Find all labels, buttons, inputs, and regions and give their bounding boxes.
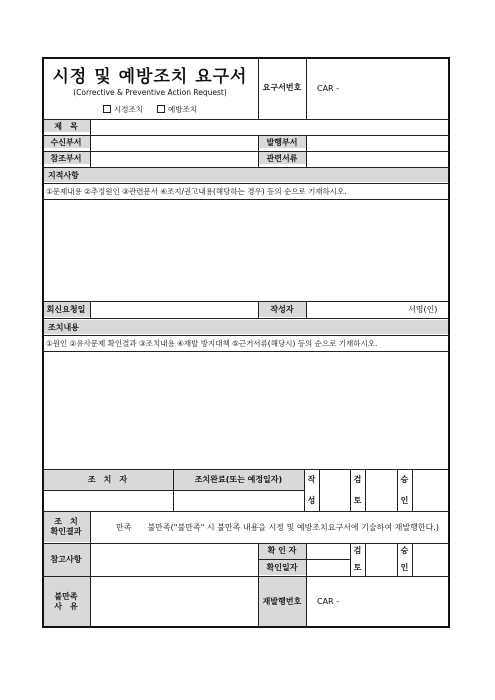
corrective-label: 시정조치 [114,105,143,114]
action-hint: ①원인 ②유사문제 확인결과 ③조치내용 ④재발 방지대책 ⑤근거서류(해당시) 등의 순으로 기재하시오. [46,339,378,348]
findings-label: 지적사항 [48,170,79,180]
form-subtitle: (Corrective & Preventive Action Request) [73,88,227,97]
action-header-bg [42,320,450,334]
approve-review-bottom: 토 [353,495,362,505]
car-form [42,57,450,627]
result-text: 만족 불만족("불만족" 시 불만족 내용을 시정 및 예방조치요구서에 기술하여 재발행한다.) [116,522,439,532]
result-label-line2: 확인결과 [50,527,82,536]
notes-label: 참고사항 [50,554,82,564]
confirm-date-label: 확인일자 [266,562,298,572]
form-title: 시정 및 예방조치 요구서 [52,67,248,87]
confirm-approver-top: 승 [400,546,409,555]
action-area[interactable] [44,352,448,469]
related-docs-label: 관련서류 [266,154,298,163]
reason-label-line2: 사 유 [54,601,78,611]
issue-dept-label: 발행부서 [266,138,298,147]
reason-label-line1: 불만족 [54,591,78,601]
checkbox-icon [157,105,165,113]
reason-label [42,576,90,627]
confirmer-label: 확 인 자 [267,546,297,555]
ref-dept-label: 참조부서 [50,154,82,163]
action-type-checks [42,104,258,115]
approve-author-top: 작 [307,474,316,484]
preventive-label: 예방조치 [168,105,197,114]
signature-text: 서명(인) [408,305,438,314]
action-label: 조치내용 [48,322,79,332]
author-label: 작성자 [270,304,294,314]
approve-review-top: 검 [353,474,362,484]
recv-dept-label: 수신부서 [50,138,82,147]
confirm-review-bottom: 토 [353,562,362,572]
request-no-label: 요구서번호 [262,83,302,92]
reissue-no-label: 재발행번호 [262,596,302,606]
findings-hint: ①문제내용 ②추정원인 ③관련문서 ④조지/권고내용(해당하는 경우) 등의 순으로 기재하시오. [46,187,347,196]
completion-label: 조치완료(또는 예정일자) [194,474,283,484]
preventive-checkbox[interactable] [157,104,197,115]
confirm-review-top: 검 [353,546,362,555]
result-label-line1: 조 치 [54,517,78,526]
findings-area[interactable] [44,200,448,301]
corrective-checkbox[interactable] [103,104,143,115]
reply-date-label: 회신요청일 [46,304,86,314]
subject-label: 제 목 [54,122,78,131]
approve-approver-top: 승 [400,474,409,484]
request-no-value[interactable]: CAR - [317,83,340,93]
approve-author-bottom: 성 [307,495,316,505]
actor-label: 조 치 자 [87,474,128,484]
checkbox-icon [103,105,111,113]
findings-header-bg [42,168,450,182]
confirm-approver-bottom: 인 [400,562,409,572]
result-label [42,511,90,543]
reissue-no-value[interactable]: CAR - [317,597,340,606]
approve-approver-bottom: 인 [400,495,409,505]
